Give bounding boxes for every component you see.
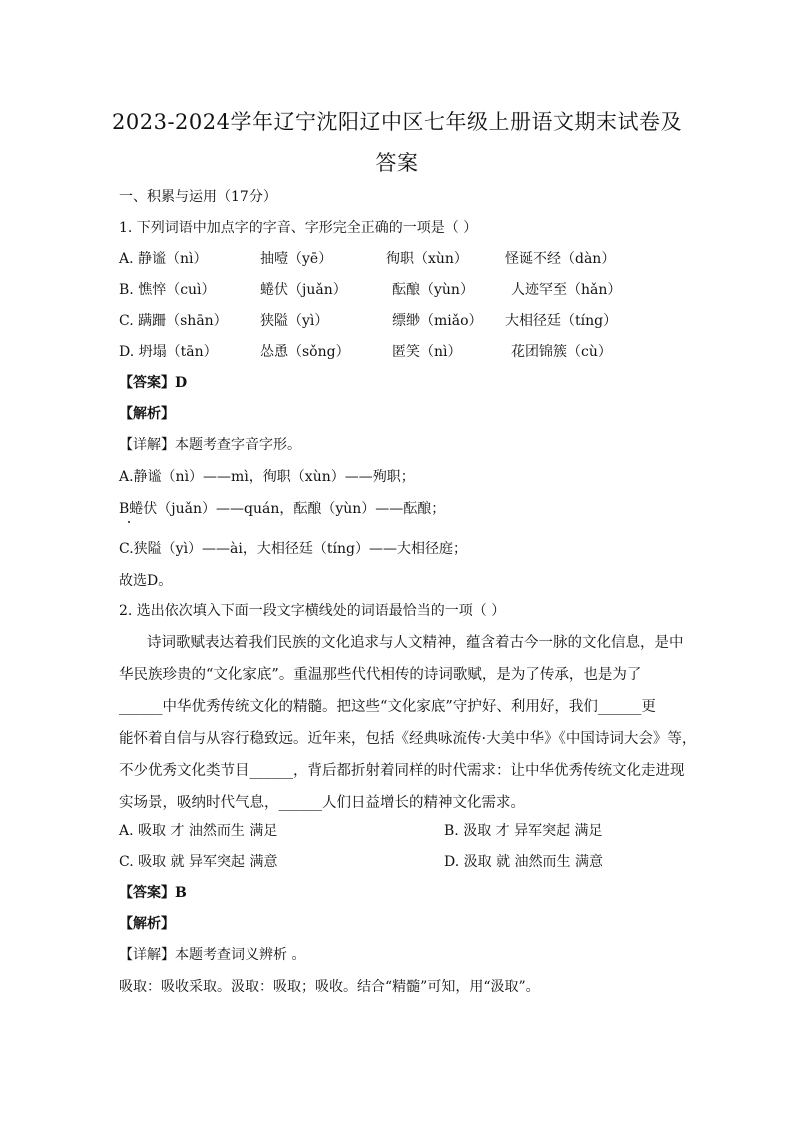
q2-answer: 【答案】B xyxy=(119,885,187,901)
q1-option-c-1: C. 蹒跚（shān） xyxy=(119,313,228,329)
q1-option-c-4: 大相径廷（tíng） xyxy=(505,313,618,329)
q1-explain-b: B蜷伏（juǎn）——quán，酝酿（yùn）——酝酿； xyxy=(119,501,446,517)
q1-option-a-3: 徇职（xùn） xyxy=(386,251,468,267)
q2-passage-line-6: 实场景，吸纳时代气息，______人们日益增长的精神文化需求。 xyxy=(119,795,525,811)
question-2-stem: 2. 选出依次填入下面一段文字横线处的词语最恰当的一项（ ） xyxy=(119,603,506,619)
q1-option-b-3: 酝酿（yùn） xyxy=(392,282,474,298)
q1-option-a-4: 怪诞不经（dàn） xyxy=(505,251,616,267)
q1-option-c-3: 缥缈（miǎo） xyxy=(392,313,483,329)
q2-option-c: C. 吸取 就 异军突起 满意 xyxy=(119,854,278,870)
emphasis-dot xyxy=(128,521,130,523)
q2-option-d: D. 汲取 就 油然而生 满意 xyxy=(444,854,603,870)
q1-option-b-2: 蜷伏（juǎn） xyxy=(260,282,347,298)
q1-conclusion: 故选D。 xyxy=(119,573,173,589)
q1-option-b-1: B. 憔悴（cuì） xyxy=(119,282,216,298)
q2-analysis-label: 【解析】 xyxy=(119,916,175,932)
q1-option-d-3: 匿笑（nì） xyxy=(392,344,462,360)
q2-passage-line-4: 能怀着自信与从容行稳致远。近年来，包括《经典咏流传·大美中华》《中国诗词大会》等， xyxy=(119,731,697,747)
q2-option-a: A. 吸取 才 油然而生 满足 xyxy=(119,823,278,839)
q2-passage-line-1: 诗词歌赋表达着我们民族的文化追求与人文精神，蕴含着古今一脉的文化信息，是中 xyxy=(147,635,684,651)
document-title-line2: 答案 xyxy=(375,151,419,175)
section-heading: 一、积累与运用（17分） xyxy=(119,189,277,205)
question-1-stem: 1. 下列词语中加点字的字音、字形完全正确的一项是（ ） xyxy=(119,220,478,236)
q1-explain-a: A.静谧（nì）——mì，徇职（xùn）——殉职； xyxy=(119,469,415,485)
document-title-line1: 2023-2024学年辽宁沈阳辽中区七年级上册语文期末试卷及 xyxy=(112,110,682,134)
q1-option-d-2: 怂恿（sǒng） xyxy=(260,344,350,360)
q2-option-b: B. 汲取 才 异军突起 满足 xyxy=(444,823,603,839)
q1-answer: 【答案】D xyxy=(119,375,188,391)
q1-option-d-1: D. 坍塌（tān） xyxy=(119,344,218,360)
q1-explain-c: C.狭隘（yì）——ài，大相径廷（tíng）——大相径庭； xyxy=(119,541,467,557)
q1-option-a-2: 抽噎（yē） xyxy=(260,251,333,267)
q1-option-a-1: A. 静谧（nì） xyxy=(119,251,208,267)
q1-option-b-4: 人迹罕至（hǎn） xyxy=(511,282,622,298)
q1-option-c-2: 狭隘（yì） xyxy=(260,313,329,329)
q2-passage-line-5: 不少优秀文化类节目______，背后都折射着同样的时代需求：让中华优秀传统文化走进现 xyxy=(119,763,685,779)
q2-passage-line-3: ______中华优秀传统文化的精髓。把这些“文化家底”守护好、利用好，我们______更 xyxy=(119,699,656,715)
q1-detail: 【详解】本题考查字音字形。 xyxy=(119,437,301,453)
q2-passage-line-2: 华民族珍贵的“文化家底”。重温那些代代相传的诗词歌赋，是为了传承，也是为了 xyxy=(119,667,642,683)
q2-explanation: 吸取：吸收采取。汲取：吸取；吸收。结合“精髓”可知，用“汲取”。 xyxy=(119,979,540,995)
q1-analysis-label: 【解析】 xyxy=(119,406,175,422)
q1-option-d-4: 花团锦簇（cù） xyxy=(511,344,612,360)
q2-detail: 【详解】本题考查词义辨析 。 xyxy=(119,947,306,963)
